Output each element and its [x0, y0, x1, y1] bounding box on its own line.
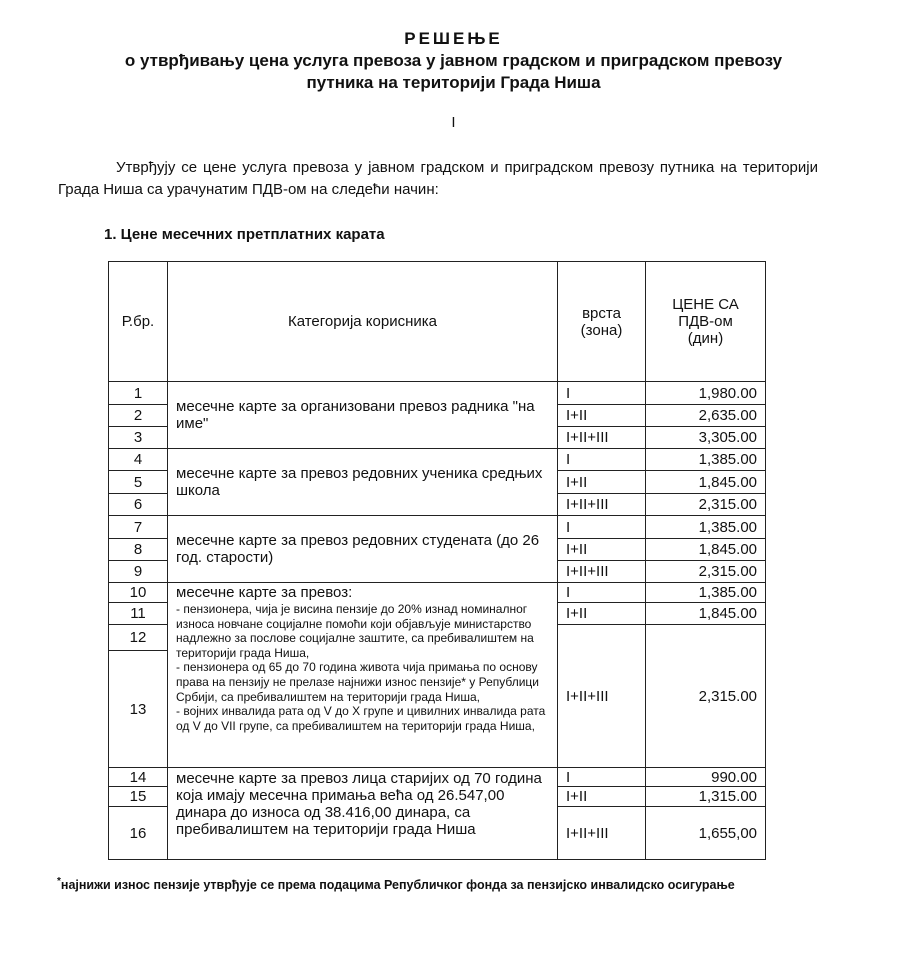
zone-cell: I	[558, 583, 646, 603]
price-cell: 1,655,00	[646, 807, 766, 860]
zone-cell: I+II	[558, 603, 646, 625]
footnote	[57, 876, 735, 892]
row-number: 6	[109, 494, 168, 516]
intro-paragraph: Утврђују се цене услуга превоза у јавном градском и приградском превозу путника на територији Града Ниша са урачунатим ПДВ-ом на следећи начин:	[58, 159, 818, 198]
row-number: 7	[109, 516, 168, 539]
column-header-number: Р.бр.	[109, 262, 168, 382]
zone-cell: I+II	[558, 471, 646, 494]
price-cell: 990.00	[646, 768, 766, 787]
row-number: 9	[109, 561, 168, 583]
table-row	[109, 583, 766, 603]
document-title: РЕШЕЊЕ	[404, 29, 503, 48]
category-cell: месечне карте за превоз редовних студената (до 26 год. старости)	[168, 516, 558, 583]
table-header-row	[109, 262, 766, 382]
category-subitem: - војних инвалида рата од V до X групе и цивилних инвалида рата од V до VII групе, са пребивалиштем на територији града Ниша,	[176, 704, 546, 733]
column-header-category: Категорија корисника	[168, 262, 558, 382]
row-number: 1	[109, 382, 168, 405]
zone-cell: I+II+III	[558, 427, 646, 449]
table-row	[109, 768, 766, 787]
document-subtitle-line2: путника на територији Града Ниша	[306, 73, 601, 92]
row-number: 8	[109, 539, 168, 561]
category-cell: месечне карте за организовани превоз радника "на име"	[168, 382, 558, 449]
row-number: 3	[109, 427, 168, 449]
price-cell: 3,305.00	[646, 427, 766, 449]
zone-cell: I+II+III	[558, 494, 646, 516]
price-cell: 1,385.00	[646, 449, 766, 471]
category-subitem: - пензионера, чија је висина пензије до 20% изнад номиналног износа новчане социјалне помоћи који објављује министарство надлежно за послове социјалне заштите, са пребивалиштем на територији града Ниша,	[176, 602, 534, 660]
price-cell: 2,315.00	[646, 625, 766, 768]
zone-cell: I+II	[558, 539, 646, 561]
zone-cell: I+II	[558, 787, 646, 807]
row-number: 14	[109, 768, 168, 787]
price-cell: 1,845.00	[646, 603, 766, 625]
zone-cell: I+II+III	[558, 807, 646, 860]
category-cell: месечне карте за превоз редовних ученика средњих школа	[168, 449, 558, 516]
section-heading: 1. Цене месечних претплатних карата	[104, 226, 385, 243]
zone-cell: I+II+III	[558, 625, 646, 768]
zone-cell: I	[558, 382, 646, 405]
category-cell: месечне карте за превоз лица старијих од 70 година која имају месечна примања већа од 26.547,00 динара до износа од 38.416,00 динара, са пребивалиштем на територији града Ниша	[168, 768, 558, 860]
zone-cell: I	[558, 516, 646, 539]
price-cell: 1,845.00	[646, 471, 766, 494]
table-row	[109, 382, 766, 405]
section-number: I	[451, 114, 456, 131]
row-number: 10	[109, 583, 168, 603]
price-cell: 2,315.00	[646, 494, 766, 516]
row-number: 2	[109, 405, 168, 427]
category-subitem: - пензионера од 65 до 70 година живота чија примања по основу права на пензију не прелазе најнижи износ пензије* у Републици Србији, са пребивалиштем на територији града Ниша,	[176, 660, 540, 704]
price-cell: 2,315.00	[646, 561, 766, 583]
zone-cell: I	[558, 768, 646, 787]
price-cell: 1,845.00	[646, 539, 766, 561]
column-header-zone: врста (зона)	[558, 262, 646, 382]
table-row	[109, 449, 766, 471]
footnote-text: најнижи износ пензије утврђује се према подацима Републичког фонда за пензијско инвалидско осигурање	[60, 878, 735, 893]
category-lead: месечне карте за превоз:	[176, 584, 353, 601]
price-cell: 1,980.00	[646, 382, 766, 405]
column-header-price: ЦЕНЕ СА ПДВ-ом (дин)	[646, 262, 766, 382]
zone-cell: I+II+III	[558, 561, 646, 583]
price-cell: 2,635.00	[646, 405, 766, 427]
row-number: 13	[109, 651, 168, 768]
row-number: 16	[109, 807, 168, 860]
zone-cell: I	[558, 449, 646, 471]
table-row	[109, 516, 766, 539]
price-cell: 1,385.00	[646, 516, 766, 539]
price-cell: 1,385.00	[646, 583, 766, 603]
zone-cell: I+II	[558, 405, 646, 427]
row-number: 5	[109, 471, 168, 494]
row-number: 4	[109, 449, 168, 471]
row-number: 11	[109, 603, 168, 625]
footnote-mark: *	[57, 876, 61, 887]
price-cell: 1,315.00	[646, 787, 766, 807]
row-number: 15	[109, 787, 168, 807]
price-table	[108, 261, 766, 860]
document-subtitle-line1: о утврђивању цена услуга превоза у јавном градском и приградском превозу	[124, 51, 783, 70]
row-number: 12	[109, 625, 168, 651]
category-cell	[168, 583, 558, 768]
